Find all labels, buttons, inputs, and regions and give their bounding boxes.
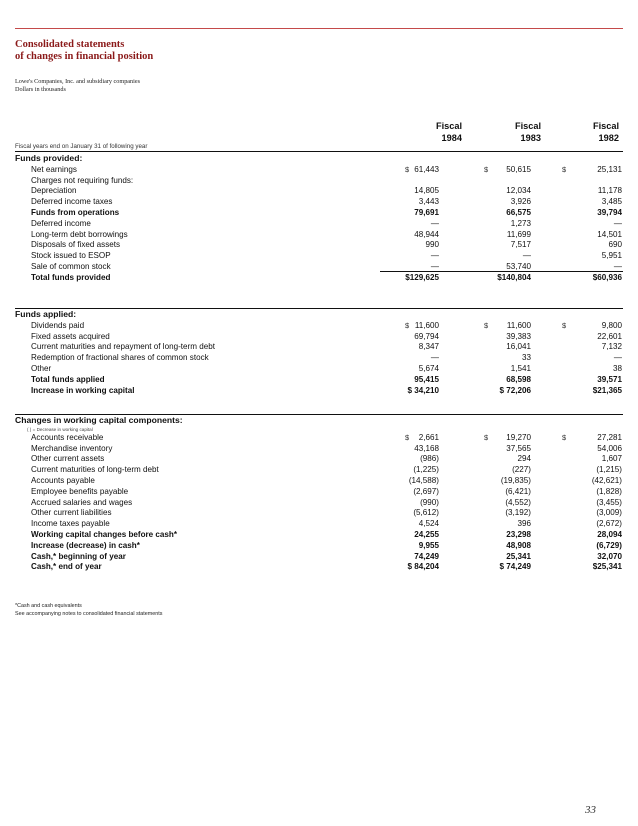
row-label: Increase in working capital — [31, 385, 135, 395]
value-cell: 19,270 — [506, 432, 531, 442]
table-row — [0, 164, 638, 175]
value-cell: 5,674 — [418, 364, 439, 373]
value-cell: 43,168 — [414, 443, 439, 453]
value-cell: 12,034 — [506, 186, 531, 196]
table-row — [0, 239, 638, 250]
table-row — [0, 175, 638, 186]
value-cell: (3,455) — [596, 497, 622, 507]
value-cell: $ 72,206 — [499, 385, 531, 395]
value-cell: 66,575 — [506, 208, 531, 217]
value-cell: 39,794 — [597, 208, 622, 217]
row-label: Depreciation — [31, 186, 77, 196]
footnote-notes: See accompanying notes to consolidated financial statements — [15, 611, 163, 617]
value-cell: 8,347 — [418, 342, 439, 352]
value-cell: (19,835) — [500, 476, 531, 485]
value-cell: 14,501 — [597, 229, 622, 239]
row-label: Current maturities and repayment of long-term debt — [31, 342, 215, 352]
value-cell: (3,192) — [505, 508, 531, 518]
table-row — [0, 507, 638, 518]
total-rule — [380, 271, 623, 272]
table-row — [0, 229, 638, 240]
row-label: Net earnings — [31, 164, 77, 174]
table-row — [0, 341, 638, 352]
table-row — [0, 385, 638, 396]
row-label: Sale of common stock — [31, 262, 111, 271]
funds-provided-heading: Funds provided: — [15, 153, 83, 163]
row-label: Long-term debt borrowings — [31, 229, 128, 239]
currency-sign: $ — [484, 320, 489, 330]
table-row — [0, 464, 638, 475]
value-cell: (3,009) — [596, 508, 622, 518]
value-cell: — — [613, 353, 622, 363]
row-label: Cash,* end of year — [31, 562, 102, 572]
row-label: Deferred income — [31, 218, 91, 228]
row-label: Working capital changes before cash* — [31, 530, 178, 539]
value-cell: 39,571 — [597, 374, 622, 384]
value-cell: 39,383 — [506, 331, 531, 341]
currency-sign: $ — [405, 320, 410, 330]
value-cell: 11,178 — [597, 186, 622, 196]
header-rule — [15, 151, 623, 152]
decrease-legend: ( ) = Decrease in working capital — [27, 427, 93, 432]
currency-sign: $ — [484, 164, 489, 174]
value-cell: — — [430, 353, 439, 363]
title-line-1: Consolidated statements — [15, 39, 125, 50]
currency-sign: $ — [562, 164, 567, 174]
row-label: Income taxes payable — [31, 519, 110, 529]
row-label: Deferred income taxes — [31, 197, 113, 207]
value-cell: (4,552) — [505, 497, 531, 507]
value-cell: 9,800 — [601, 320, 622, 330]
currency-sign: $ — [405, 432, 410, 442]
value-cell: 37,565 — [506, 443, 531, 453]
value-cell: 61,443 — [414, 164, 439, 174]
value-cell: (1,828) — [596, 486, 622, 496]
value-cell: 27,281 — [597, 432, 622, 442]
row-label: Fixed assets acquired — [31, 331, 110, 341]
value-cell: $ 34,210 — [407, 385, 439, 395]
value-cell: (986) — [420, 454, 439, 464]
statement-title — [15, 39, 153, 63]
value-cell: $129,625 — [405, 272, 439, 282]
table-row — [0, 374, 638, 385]
value-cell: 32,070 — [597, 551, 622, 561]
value-cell: 9,955 — [418, 540, 439, 550]
row-label: Other current liabilities — [31, 508, 112, 518]
row-label: Merchandise inventory — [31, 443, 113, 453]
value-cell: 95,415 — [414, 374, 439, 384]
value-cell: (6,729) — [596, 540, 622, 550]
value-cell: 3,926 — [510, 197, 531, 207]
table-row — [0, 272, 638, 283]
value-cell: 690 — [608, 240, 622, 250]
value-cell: — — [522, 251, 531, 261]
value-cell: 23,298 — [506, 530, 531, 539]
company-name: Lowe's Companies, Inc. and subsidiary companies — [15, 78, 141, 85]
table-row — [0, 529, 638, 540]
value-cell: 294 — [517, 454, 531, 464]
value-cell: (1,225) — [413, 465, 439, 475]
value-cell: $ 74,249 — [499, 562, 531, 572]
table-row — [0, 432, 638, 443]
value-cell: 11,699 — [506, 229, 531, 239]
value-cell: 74,249 — [414, 551, 439, 561]
table-row — [0, 540, 638, 551]
row-label: Disposals of fixed assets — [31, 240, 121, 250]
footnote-cash: *Cash and cash equivalents — [15, 603, 82, 609]
value-cell: (2,672) — [596, 519, 622, 529]
value-cell: — — [430, 262, 439, 271]
value-cell: 3,443 — [418, 197, 439, 207]
value-cell: $140,804 — [497, 272, 531, 282]
value-cell: 14,805 — [414, 186, 439, 196]
value-cell: (227) — [512, 465, 531, 475]
table-row — [0, 561, 638, 572]
value-cell: 11,600 — [506, 320, 531, 330]
row-label: Redemption of fractional shares of common stock — [31, 353, 209, 363]
value-cell: 33 — [521, 353, 531, 363]
fiscal-year-note: Fiscal years end on January 31 of following year — [15, 143, 148, 150]
table-row — [0, 363, 638, 374]
value-cell: 79,691 — [414, 208, 439, 217]
row-label: Cash,* beginning of year — [31, 551, 126, 561]
value-cell: 69,794 — [414, 331, 439, 341]
currency-sign: $ — [562, 320, 567, 330]
value-cell: $21,365 — [592, 385, 622, 395]
funds-applied-heading: Funds applied: — [15, 309, 77, 319]
value-cell: 25,131 — [597, 164, 622, 174]
value-cell: $ 84,204 — [407, 562, 439, 572]
row-label: Other current assets — [31, 454, 105, 464]
value-cell: 2,661 — [418, 432, 439, 442]
value-cell: 7,132 — [601, 342, 622, 352]
value-cell: $60,936 — [592, 272, 622, 282]
value-cell: 5,951 — [601, 251, 622, 261]
value-cell: — — [613, 262, 622, 271]
value-cell: 11,600 — [414, 320, 439, 330]
row-label: Other — [31, 364, 52, 373]
column-header-1983: Fiscal 1983 — [514, 121, 541, 143]
value-cell: — — [430, 218, 439, 228]
row-label: Funds from operations — [31, 208, 120, 217]
row-label: Accounts payable — [31, 476, 95, 485]
table-row — [0, 497, 638, 508]
value-cell: 28,094 — [597, 530, 622, 539]
table-row — [0, 443, 638, 454]
value-cell: 25,341 — [506, 551, 531, 561]
row-label: Accounts receivable — [31, 432, 104, 442]
table-row — [0, 218, 638, 229]
table-row — [0, 250, 638, 261]
table-row — [0, 196, 638, 207]
table-row — [0, 551, 638, 562]
currency-sign: $ — [484, 432, 489, 442]
table-row — [0, 207, 638, 218]
row-label: Total funds provided — [31, 272, 111, 282]
value-cell: 1,541 — [510, 364, 531, 373]
value-cell: 50,615 — [506, 164, 531, 174]
value-cell: 1,273 — [510, 218, 531, 228]
value-cell: (42,621) — [591, 476, 622, 485]
table-row — [0, 320, 638, 331]
row-label: Increase (decrease) in cash* — [31, 540, 140, 550]
row-label: Employee benefits payable — [31, 486, 129, 496]
title-line-2: of changes in financial position — [15, 51, 154, 62]
value-cell: — — [613, 218, 622, 228]
value-cell: 48,944 — [414, 229, 439, 239]
value-cell: 990 — [425, 240, 439, 250]
value-cell: 54,006 — [597, 443, 622, 453]
value-cell: (5,612) — [413, 508, 439, 518]
table-row — [0, 185, 638, 196]
value-cell: 53,740 — [506, 262, 531, 271]
table-row — [0, 475, 638, 486]
row-label: Dividends paid — [31, 320, 85, 330]
value-cell: 38 — [612, 364, 622, 373]
value-cell: 4,524 — [418, 519, 439, 529]
value-cell: (6,421) — [505, 486, 531, 496]
column-header-1984: Fiscal 1984 — [435, 121, 462, 143]
value-cell: 48,908 — [506, 540, 531, 550]
units-note: Dollars in thousands — [15, 85, 66, 93]
currency-sign: $ — [562, 432, 567, 442]
table-row — [0, 518, 638, 529]
currency-sign: $ — [405, 164, 410, 174]
working-capital-heading: Changes in working capital components: — [15, 415, 183, 425]
table-row — [0, 486, 638, 497]
value-cell: (14,588) — [408, 476, 439, 485]
value-cell: 1,607 — [601, 454, 622, 464]
value-cell: (1,215) — [596, 465, 622, 475]
top-rule — [15, 28, 623, 29]
table-row — [0, 453, 638, 464]
table-row — [0, 331, 638, 342]
value-cell: $25,341 — [592, 562, 622, 572]
value-cell: 3,485 — [601, 197, 622, 207]
value-cell: (990) — [420, 497, 439, 507]
row-label: Total funds applied — [31, 374, 105, 384]
row-label: Accrued salaries and wages — [31, 497, 133, 507]
value-cell: (2,697) — [413, 486, 439, 496]
column-header-1982: Fiscal 1982 — [592, 121, 619, 143]
value-cell: 24,255 — [414, 530, 439, 539]
table-row — [0, 352, 638, 363]
value-cell: 396 — [517, 519, 531, 529]
value-cell: — — [430, 251, 439, 261]
row-label: Charges not requiring funds: — [31, 175, 134, 185]
value-cell: 68,598 — [506, 374, 531, 384]
value-cell: 16,041 — [506, 342, 531, 352]
value-cell: 22,601 — [597, 331, 622, 341]
row-label: Current maturities of long-term debt — [31, 465, 159, 475]
page-number: 33 — [585, 804, 596, 816]
company-info — [15, 78, 140, 93]
row-label: Stock issued to ESOP — [31, 251, 111, 261]
value-cell: 7,517 — [510, 240, 531, 250]
